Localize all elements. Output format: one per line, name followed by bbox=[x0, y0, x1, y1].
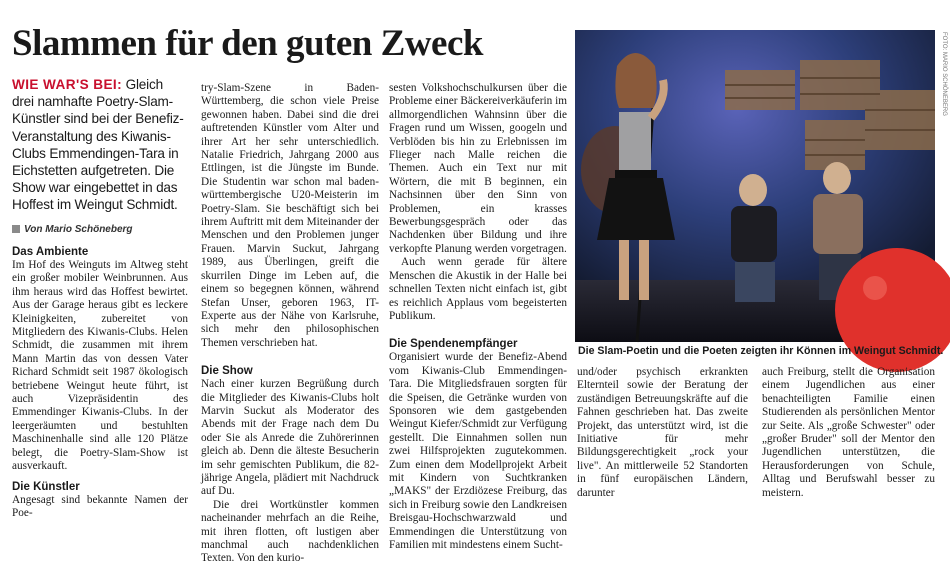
paragraph-kuenstler: Angesagt sind bekannte Namen der Poe- bbox=[12, 493, 188, 519]
subhead-show: Die Show bbox=[201, 365, 253, 378]
paragraph-show-1: Nach einer kurzen Begrüßung durch die Mitglieder des Kiwanis-Clubs holt Marvin Suckut als Moderator des Abends mit der Frage nach dem Du oder Sie als Anrede die Zuhörerinnen gleich ab. Denn die älteste Besucherin im sehr gemischten Publikum, die 82-jährige Angela, plädiert mit Nachdruck auf Du. bbox=[201, 378, 379, 498]
subhead-ambiente: Das Ambiente bbox=[12, 246, 89, 258]
event-photo bbox=[575, 30, 935, 342]
paragraph-show-2: Die drei Wortkünstler kommen nacheinander mehrfach an die Reihe, mit ihren flotten, oft lustigen aber manchmal auch nachdenklichen Texten. Von den kurio- bbox=[201, 498, 379, 565]
headline: Slammen für den guten Zweck bbox=[12, 23, 483, 64]
subhead-spenden: Die Spendenempfänger bbox=[389, 338, 518, 351]
paragraph-akustik: Auch wenn gerade für ältere Menschen die Akustik in der Halle bei schnellen Texten nicht einfach ist, gibt es reichlich Applaus vom begeisterten Publikum. bbox=[389, 256, 567, 322]
slam-stage-illustration bbox=[575, 30, 935, 342]
column-4 bbox=[577, 366, 748, 500]
byline-author: Von Mario Schöneberg bbox=[24, 224, 133, 235]
byline bbox=[12, 224, 133, 235]
paragraph-spenden: Organisiert wurde der Benefiz-Abend vom Kiwanis-Club Emmendingen-Tara. Die Mitgliedsfrauen sorgten für die Speisen, die Getränke wurden von Sponsoren wie dem gastgebenden Weingut Kiefer/Schmidt zur Verfügung gestellt. Die Einnahmen sollen nun zwei Hilfsprojekten zugutekommen. Zum einen dem Modellprojekt Arbeit mit Kindern von Suchtkranken „MAKS" der Erzdiözese Freiburg, das sich in Freiburg sowie den Landkreisen Breisgau-Hochschwarzwald und Emmendingen die Unterstützung von Familien mit mindestens einem Sucht- bbox=[389, 351, 567, 551]
subhead-kuenstler: Die Künstler bbox=[12, 480, 80, 493]
column-1 bbox=[12, 245, 188, 520]
paragraph-themen: sesten Volkshochschulkursen über die Probleme einer Bäckereiverkäuferin im allmorgendlichen Wahnsinn über die Fragen rund um Wissen, googeln und Verblöden bis hin zu Erlebnissen im Flieger nach Malle reichen die Themen. Auch ein Text nur mit Wörtern, die mit B beginnen, ein Nachsinnen über den Sinn von Problemen, ein krasses Bewerbungsgespräch oder das Nachdenken über Bildung und ihre verkopfte Planung werden vorgetragen. bbox=[389, 82, 567, 255]
column-2 bbox=[201, 82, 379, 566]
column-5 bbox=[762, 366, 935, 500]
lead-kicker: WIE WAR'S BEI: bbox=[12, 77, 123, 92]
paragraph-projekt-2: und/oder psychisch erkrankten Elternteil sowie der Beratung der zuständigen Betreuungskräfte auf die Fahnen geschrieben hat. Das zweite Projekt, das unterstützt wird, ist die Initiative für mehr Bildungsgerechtigkeit „rock your live". An mittlerweile 52 Standorten in fünf europäischen Ländern, darunter bbox=[577, 366, 748, 499]
byline-square-icon bbox=[12, 225, 20, 233]
photo-credit: FOTO: MARIO SCHÖNEBERG bbox=[941, 32, 947, 116]
lead-text: Gleich drei namhafte Poetry-Slam-Künstler sind bei der Benefiz-Veranstaltung des Kiwanis-Clubs Emmendingen-Tara in Eichstetten aufgetreten. Die Show war eingebettet in das Hoffest im Weingut Schmidt. bbox=[12, 77, 184, 213]
lead-paragraph bbox=[12, 76, 188, 214]
paragraph-kuenstler-continued: try-Slam-Szene in Baden-Württemberg, die schon viele Preise gewonnen haben. Dabei sind die drei auftretenden Künstler vom Alter und ihrer Art her sehr unterschiedlich. Natalie Friedrich, Jahrgang 2000 aus Ettlingen, ist die Jüngste im Bunde. Die Studentin war schon mal baden-württembergische U20-Meisterin im Poetry-Slam. Sie beschäftigt sich bei ihrem Auftritt mit dem Miteinander der Menschen und den Problemen junger Frauen. Marvin Suckut, Jahrgang 1989, aus Überlingen, greift die skurrilen Dinge im Leben auf, die einem so begegnen können, während Stefan Unser, geboren 1963, IT-Experte aus der Nähe von Karlsruhe, sich mehr den philosophischen Themen verschrieben hat. bbox=[201, 82, 379, 349]
column-3 bbox=[389, 82, 567, 552]
paragraph-ambiente: Im Hof des Weinguts im Altweg steht ein großer mobiler Weinbrunnen. Aus ihm heraus wird das Hoffest bewirtet. Aus der Garage heraus gibt es leckere Kleinigkeiten, zubereitet von Mitgliedern des Kiwanis-Clubs. Helen Schmidt, die zusammen mit ihrem Mann Martin das von dessen Vater Richard Schmidt seit 1987 ökologisch betriebene Weingut heute führt, ist auch Vizepräsidentin des Emmendinger Kiwanis-Clubs. In der leergeräumten und bestuhlten Maschinenhalle sind alle 120 Plätze belegt, die Poetry-Slam-Show ist ausverkauft. bbox=[12, 259, 188, 473]
photo-caption: Die Slam-Poetin und die Poeten zeigten ihr Können im Weingut Schmidt. bbox=[578, 345, 944, 357]
paragraph-mentor: auch Freiburg, stellt die Organisation einem Jugendlichen aus einer benachteiligten Familie einen Studierenden als persönlichen Mentor zur Seite. Als „große Schwester" oder „großer Bruder" soll der Mentor den Jugendlichen unterstützen, die Herausforderungen von Schule, Alltag und Berufswahl besser zu meistern. bbox=[762, 366, 935, 499]
